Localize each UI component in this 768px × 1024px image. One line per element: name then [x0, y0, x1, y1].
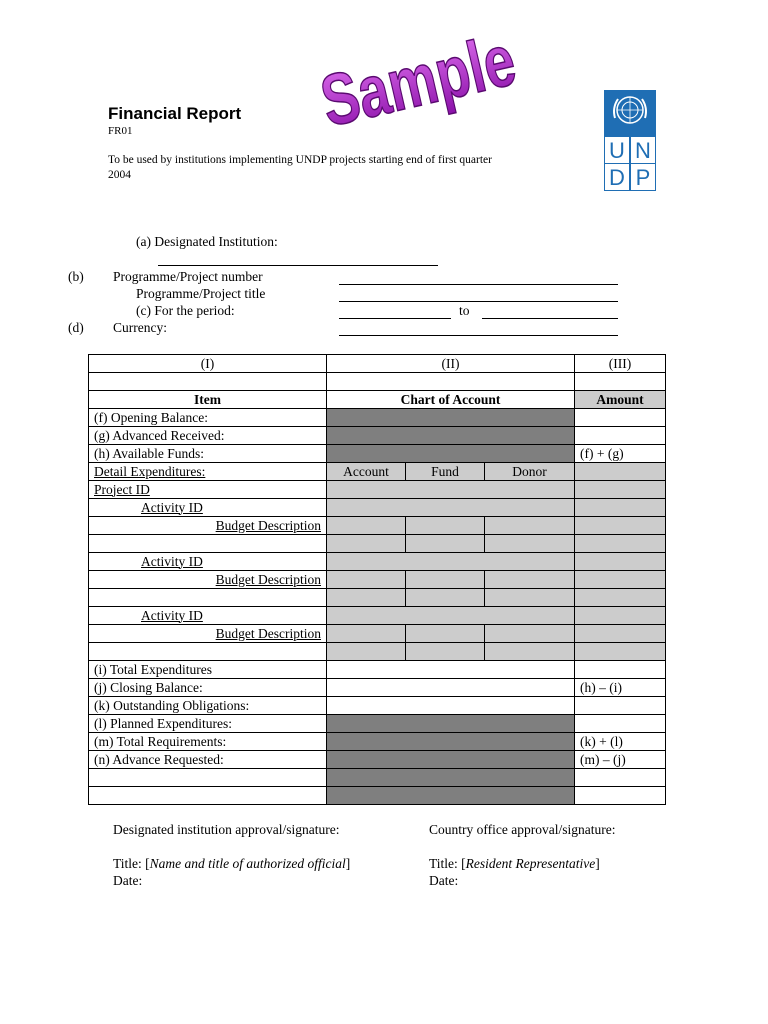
form-code: FR01 [108, 125, 133, 137]
table-row [89, 499, 666, 517]
shaded-cell [327, 769, 575, 787]
table-row [89, 625, 666, 643]
logo-letter: D [605, 164, 629, 190]
shaded-cell [327, 733, 575, 751]
column-number: (III) [575, 355, 666, 373]
institution-title-value[interactable]: Name and title of authorized official [149, 856, 346, 871]
shaded-cell [327, 751, 575, 769]
period-label: (c) For the period: [136, 303, 235, 318]
advance-requested-formula: (m) – (j) [575, 751, 666, 769]
amount-cell[interactable] [575, 643, 666, 661]
donor-subheader: Donor [485, 463, 575, 481]
account-cell[interactable] [327, 589, 406, 607]
donor-cell[interactable] [485, 535, 575, 553]
activity-id-label: Activity ID [141, 553, 203, 569]
available-funds-label: (h) Available Funds: [89, 445, 327, 463]
account-subheader: Account [327, 463, 406, 481]
fund-cell[interactable] [406, 625, 485, 643]
table-row [89, 679, 666, 697]
logo-letter: P [631, 164, 655, 190]
table-row [89, 427, 666, 445]
period-to-label: to [459, 303, 470, 318]
designated-institution-field[interactable] [158, 265, 438, 266]
table-cell[interactable] [575, 769, 666, 787]
institution-title-line: Title: [Name and title of authorized official] [113, 856, 351, 871]
un-emblem-icon [604, 90, 656, 134]
table-row [89, 751, 666, 769]
currency-label: Currency: [113, 320, 167, 335]
fund-cell[interactable] [406, 589, 485, 607]
table-row [89, 355, 666, 373]
table-cell[interactable] [89, 769, 327, 787]
institution-date-label: Date: [113, 873, 143, 888]
table-row [89, 715, 666, 733]
table-row [89, 373, 666, 391]
table-row [89, 535, 666, 553]
opening-balance-label: (f) Opening Balance: [89, 409, 327, 427]
table-row [89, 589, 666, 607]
account-cell[interactable] [327, 625, 406, 643]
sample-stamp [313, 18, 523, 143]
outstanding-obligations-amount[interactable] [575, 697, 666, 715]
donor-cell[interactable] [485, 517, 575, 535]
account-cell[interactable] [327, 643, 406, 661]
table-row [89, 769, 666, 787]
table-cell[interactable] [89, 589, 327, 607]
total-expenditures-label: (i) Total Expenditures [89, 661, 327, 679]
fund-subheader: Fund [406, 463, 485, 481]
amount-cell[interactable] [575, 589, 666, 607]
period-start-field[interactable] [339, 318, 451, 319]
project-title-field[interactable] [339, 301, 618, 302]
table-row [89, 787, 666, 805]
fund-cell[interactable] [406, 643, 485, 661]
available-funds-formula: (f) + (g) [575, 445, 666, 463]
table-cell[interactable] [327, 697, 575, 715]
project-number-field[interactable] [339, 284, 618, 285]
table-row [89, 445, 666, 463]
table-cell[interactable] [89, 787, 327, 805]
shaded-cell [575, 607, 666, 625]
form-subtitle: To be used by institutions implementing UNDP projects starting end of first quarter 2004 [108, 154, 492, 181]
table-row [89, 391, 666, 409]
shaded-cell [327, 445, 575, 463]
table-row [89, 571, 666, 589]
account-cell[interactable] [327, 517, 406, 535]
donor-cell[interactable] [485, 589, 575, 607]
table-row [89, 553, 666, 571]
shaded-cell [327, 553, 575, 571]
shaded-cell [327, 607, 575, 625]
donor-cell[interactable] [485, 571, 575, 589]
table-cell[interactable] [89, 373, 327, 391]
chart-of-account-header: Chart of Account [327, 391, 575, 409]
table-row [89, 463, 666, 481]
table-row [89, 409, 666, 427]
shaded-cell [327, 715, 575, 733]
shaded-cell [575, 481, 666, 499]
project-id-label: Project ID [89, 481, 327, 499]
budget-description-label: Budget Description [215, 571, 321, 587]
opening-balance-amount[interactable] [575, 409, 666, 427]
closing-balance-label: (j) Closing Balance: [89, 679, 327, 697]
closing-balance-formula: (h) – (i) [575, 679, 666, 697]
column-number: (I) [89, 355, 327, 373]
fund-cell[interactable] [406, 535, 485, 553]
page-title: Financial Report [108, 104, 242, 123]
logo-letter: U [605, 137, 629, 163]
shaded-cell [327, 499, 575, 517]
shaded-cell [327, 427, 575, 445]
total-expenditures-amount[interactable] [575, 661, 666, 679]
country-office-date-label: Date: [429, 873, 459, 888]
table-row [89, 481, 666, 499]
stamp-text: Sample [313, 19, 523, 143]
shaded-cell [575, 553, 666, 571]
amount-cell[interactable] [575, 535, 666, 553]
amount-header: Amount [575, 391, 666, 409]
amount-cell[interactable] [575, 517, 666, 535]
account-cell[interactable] [327, 535, 406, 553]
table-row [89, 733, 666, 751]
table-cell[interactable] [327, 373, 575, 391]
planned-expenditures-amount[interactable] [575, 715, 666, 733]
total-requirements-label: (m) Total Requirements: [89, 733, 327, 751]
shaded-cell [327, 481, 575, 499]
field-marker-d: (d) [68, 320, 84, 335]
financial-table [88, 354, 666, 805]
country-office-approval-label: Country office approval/signature: [429, 822, 616, 837]
table-cell[interactable] [89, 643, 327, 661]
shaded-cell [327, 787, 575, 805]
institution-approval-label: Designated institution approval/signature: [113, 822, 340, 837]
outstanding-obligations-label: (k) Outstanding Obligations: [89, 697, 327, 715]
currency-field[interactable] [339, 335, 618, 336]
amount-cell[interactable] [575, 625, 666, 643]
advanced-received-amount[interactable] [575, 427, 666, 445]
donor-cell[interactable] [485, 643, 575, 661]
amount-cell[interactable] [575, 571, 666, 589]
project-number-label: Programme/Project number [113, 269, 263, 284]
table-cell[interactable] [327, 679, 575, 697]
country-office-title-value[interactable]: Resident Representative [465, 856, 596, 871]
table-row [89, 607, 666, 625]
column-number: (II) [327, 355, 575, 373]
total-requirements-formula: (k) + (l) [575, 733, 666, 751]
planned-expenditures-label: (l) Planned Expenditures: [89, 715, 327, 733]
period-end-field[interactable] [482, 318, 618, 319]
advance-requested-label: (n) Advance Requested: [89, 751, 327, 769]
activity-id-label: Activity ID [141, 499, 203, 515]
country-office-title-line: Title: [Resident Representative] [429, 856, 600, 871]
undp-logo [604, 90, 656, 191]
field-marker-b: (b) [68, 269, 84, 284]
shaded-cell [327, 409, 575, 427]
budget-description-label: Budget Description [215, 517, 321, 533]
table-cell[interactable] [89, 535, 327, 553]
account-cell[interactable] [327, 571, 406, 589]
fund-cell[interactable] [406, 517, 485, 535]
table-row [89, 643, 666, 661]
table-row [89, 517, 666, 535]
table-cell[interactable] [575, 787, 666, 805]
shaded-cell [575, 499, 666, 517]
advanced-received-label: (g) Advanced Received: [89, 427, 327, 445]
table-row [89, 661, 666, 679]
table-cell[interactable] [327, 661, 575, 679]
detail-expenditures-label: Detail Expenditures: [89, 463, 327, 481]
project-title-label: Programme/Project title [136, 286, 266, 301]
logo-letter: N [631, 137, 655, 163]
designated-institution-label: (a) Designated Institution: [136, 234, 278, 249]
table-cell[interactable] [575, 373, 666, 391]
item-header: Item [89, 391, 327, 409]
activity-id-label: Activity ID [141, 607, 203, 623]
shaded-cell [575, 463, 666, 481]
donor-cell[interactable] [485, 625, 575, 643]
fund-cell[interactable] [406, 571, 485, 589]
budget-description-label: Budget Description [215, 625, 321, 641]
table-row [89, 697, 666, 715]
